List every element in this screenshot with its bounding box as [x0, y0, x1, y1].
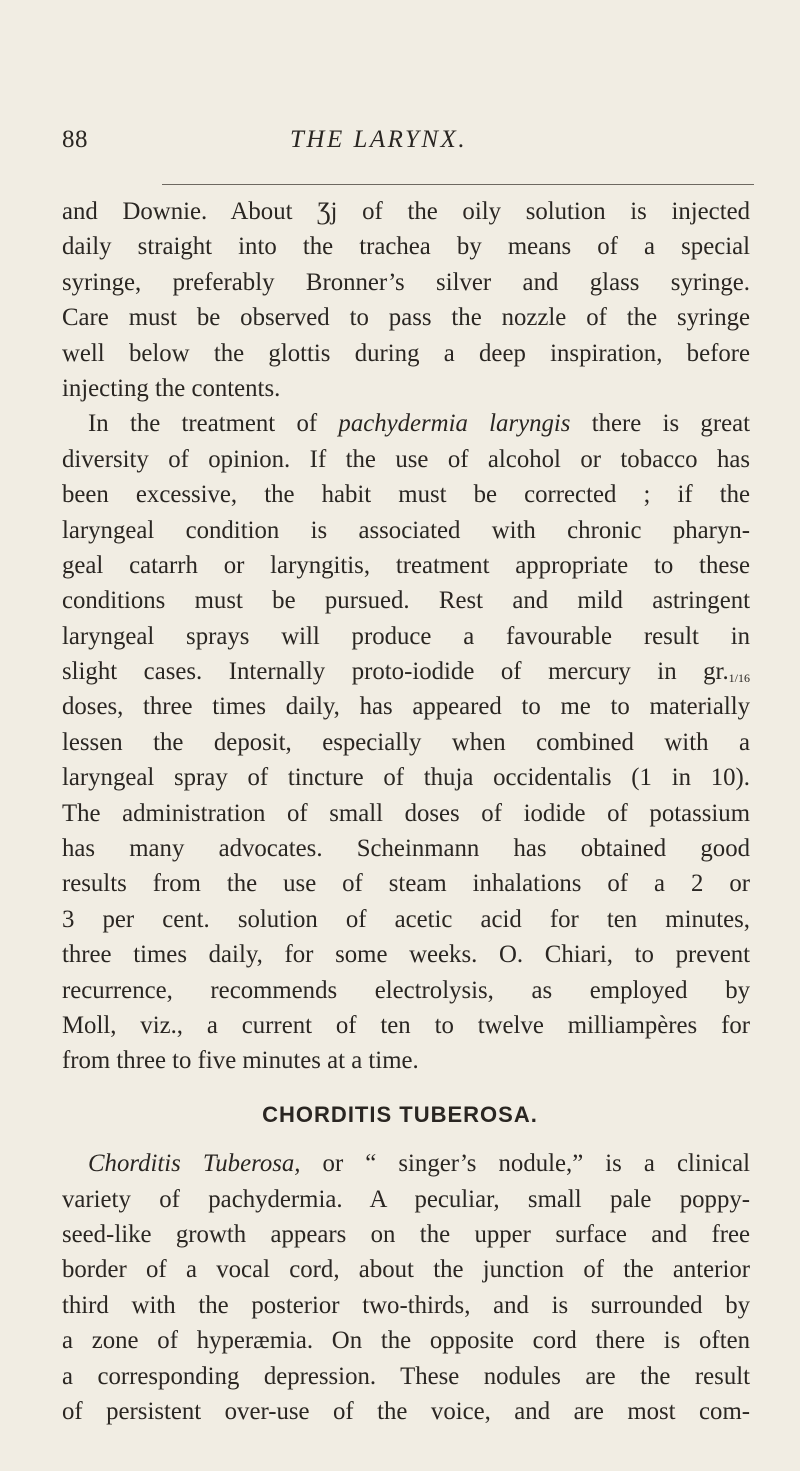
dose-fraction: 1/16	[728, 671, 750, 686]
paragraph-2-suffix: there is great	[570, 410, 750, 438]
header-rule	[162, 184, 754, 185]
paragraph-3-line: a corresponding depression. These nodules are the result	[62, 1362, 750, 1390]
term-chorditis-tuberosa: Chorditis Tuberosa,	[88, 1150, 301, 1178]
paragraph-3-line: third with the posterior two-thirds, and is surrounded by	[62, 1291, 750, 1319]
paragraph-3-first-line	[62, 1146, 750, 1181]
paragraph-3-line: a zone of hyperæmia. On the opposite cord there is often	[62, 1327, 750, 1355]
paragraph-3-line: seed-like growth appears on the upper surface and free	[62, 1220, 750, 1248]
paragraph-2-first-line	[62, 406, 750, 441]
paragraph-2-line: laryngeal condition is associated with chronic pharyn-	[62, 516, 750, 544]
paragraph-2-line: conditions must be pursued. Rest and mild astringent	[62, 587, 750, 615]
book-page	[62, 0, 762, 1471]
running-head	[62, 126, 750, 162]
running-title: THE LARYNX.	[290, 126, 468, 153]
dose-text: slight cases. Internally proto-iodide of mercury in gr.	[62, 658, 729, 686]
paragraph-3-line: of persistent over-use of the voice, and are most com-	[62, 1397, 750, 1425]
paragraph-2-line: geal catarrh or laryngitis, treatment appropriate to these	[62, 551, 750, 579]
paragraph-3-suffix: or “ singer’s nodule,” is a clinical	[300, 1150, 750, 1178]
paragraph-2-line: doses, three times daily, has appeared to me to materially	[62, 693, 750, 721]
paragraph-2-prefix: In the treatment of	[88, 410, 339, 438]
paragraph-2-line: Moll, viz., a current of ten to twelve milliampères for	[62, 1011, 750, 1039]
page-number: 88	[62, 126, 88, 153]
body-text	[62, 194, 750, 1429]
paragraph-2-line: The administration of small doses of iodide of potassium	[62, 799, 750, 827]
paragraph-3-line: border of a vocal cord, about the junction of the anterior	[62, 1256, 750, 1284]
paragraph-2-line: 3 per cent. solution of acetic acid for ten minutes,	[62, 905, 750, 933]
section-heading: CHORDITIS TUBEROSA.	[262, 1101, 538, 1127]
paragraph-2-line: lessen the deposit, especially when combined with a	[62, 728, 750, 756]
paragraph-1-line: syringe, preferably Bronner’s silver and glass syringe.	[62, 268, 750, 296]
paragraph-2-line: been excessive, the habit must be corrected ; if the	[62, 481, 750, 509]
paragraph-2-line: has many advocates. Scheinmann has obtained good	[62, 835, 750, 863]
paragraph-2-line: laryngeal sprays will produce a favourable result in	[62, 622, 750, 650]
paragraph-2-last-line: from three to five minutes at a time.	[62, 1047, 419, 1075]
paragraph-1-line: well below the glottis during a deep inspiration, before	[62, 339, 750, 367]
paragraph-2-line: recurrence, recommends electrolysis, as employed by	[62, 976, 750, 1004]
paragraph-2-line: laryngeal spray of tincture of thuja occidentalis (1 in 10).	[62, 764, 750, 792]
term-pachydermia: pachydermia laryngis	[338, 410, 571, 438]
paragraph-1-line: Care must be observed to pass the nozzle of the syringe	[62, 304, 750, 332]
paragraph-1-line: and Downie. About Ʒj of the oily solution is injected	[62, 198, 750, 225]
paragraph-2-dose-line	[62, 654, 750, 689]
paragraph-2-line: diversity of opinion. If the use of alcohol or tobacco has	[62, 445, 750, 473]
paragraph-2-line: results from the use of steam inhalations of a 2 or	[62, 870, 750, 898]
paragraph-2-line: three times daily, for some weeks. O. Chiari, to prevent	[62, 941, 750, 969]
paragraph-3-line: variety of pachydermia. A peculiar, small pale poppy-	[62, 1185, 750, 1213]
paragraph-1-line: injecting the contents.	[62, 374, 281, 402]
paragraph-1-line: daily straight into the trachea by means of a special	[62, 233, 750, 261]
